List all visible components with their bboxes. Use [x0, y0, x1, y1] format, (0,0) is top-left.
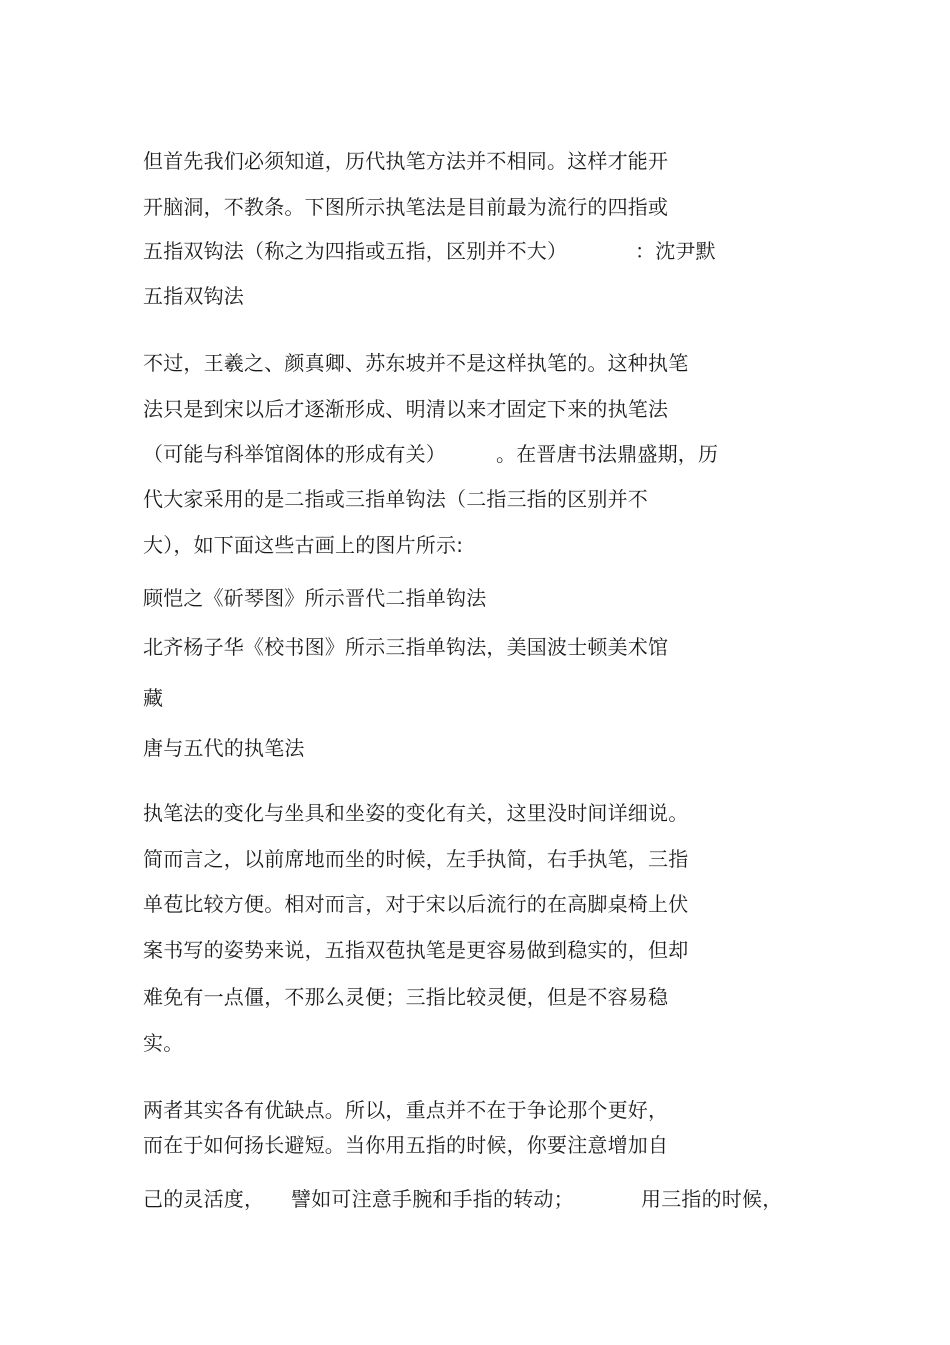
- text-line: 难免有一点僵，不那么灵便；三指比较灵便，但是不容易稳: [143, 985, 669, 1009]
- text-line: 案书写的姿势来说，五指双苞执笔是更容易做到稳实的，但却: [143, 938, 689, 962]
- text-line: 单苞比较方便。相对而言，对于宋以后流行的在高脚桌椅上伏: [143, 892, 689, 916]
- text-line: 法只是到宋以后才逐渐形成、明清以来才固定下来的执笔法: [143, 397, 669, 421]
- text-segment: 。在晋唐书法鼎盛期，历: [496, 442, 719, 466]
- text-line: 北齐杨子华《校书图》所示三指单钩法，美国波士顿美术馆: [143, 635, 669, 659]
- text-line: 但首先我们必须知道，历代执笔方法并不相同。这样才能开: [143, 149, 669, 173]
- text-line: 藏: [143, 686, 164, 710]
- text-line: 简而言之，以前席地而坐的时候，左手执简，右手执笔，三指: [143, 847, 689, 871]
- text-line: 两者其实各有优缺点。所以，重点并不在于争论那个更好，: [143, 1098, 669, 1122]
- text-segment: 譬如可注意手腕和手指的转动；: [291, 1187, 574, 1211]
- text-segment: （可能与科举馆阁体的形成有关）: [143, 442, 446, 466]
- text-line: 五指双钩法: [143, 284, 244, 308]
- text-segment: 用三指的时候，: [641, 1187, 783, 1211]
- text-line: 而在于如何扬长避短。当你用五指的时候，你要注意增加自: [143, 1133, 669, 1157]
- text-segment: 五指双钩法（称之为四指或五指，区别并不大）: [143, 239, 568, 263]
- text-segment: 己的灵活度，: [143, 1187, 265, 1211]
- text-line: 开脑洞，不教条。下图所示执笔法是目前最为流行的四指或: [143, 195, 669, 219]
- text-line: 唐与五代的执笔法: [143, 736, 305, 760]
- text-line: 大），如下面这些古画上的图片所示:: [143, 533, 464, 557]
- text-line: 执笔法的变化与坐具和坐姿的变化有关，这里没时间详细说。: [143, 801, 689, 825]
- text-line: 实。: [143, 1031, 184, 1055]
- text-segment: ：沈尹默: [635, 239, 716, 263]
- text-line: 顾恺之《斫琴图》所示晋代二指单钩法: [143, 586, 487, 610]
- text-line: 不过，王羲之、颜真卿、苏东坡并不是这样执笔的。这种执笔: [143, 351, 689, 375]
- text-line: [143, 1186, 783, 1316]
- text-line: 代大家采用的是二指或三指单钩法（二指三指的区别并不: [143, 487, 648, 511]
